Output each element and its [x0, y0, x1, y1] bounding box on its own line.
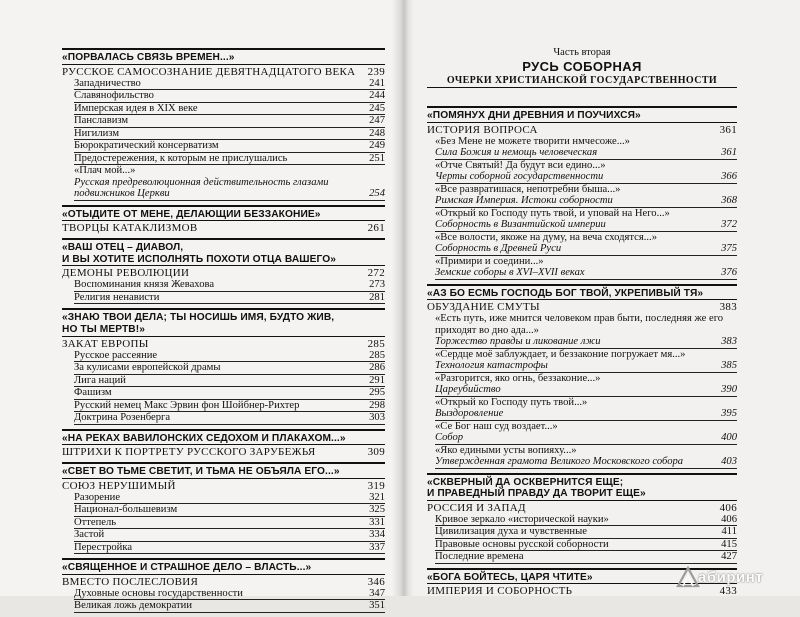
right-sections	[427, 106, 737, 597]
section-epigraph-line: «ПОРВАЛАСЬ СВЯЗЬ ВРЕМЕН...»	[62, 52, 235, 63]
toc-entry-title: Славянофильство	[74, 90, 154, 102]
toc-entry[interactable]	[74, 400, 385, 413]
toc-entry[interactable]	[435, 313, 737, 336]
toc-entry-title: Собор	[435, 432, 464, 444]
section-epigraph-line: «ЗНАЮ ТВОИ ДЕЛА; ТЫ НОСИШЬ ИМЯ, БУДТО ЖИВ,	[62, 312, 335, 324]
toc-entry-title: Технология катастрофы	[435, 360, 548, 372]
toc-entry-title: Фашизм	[74, 387, 112, 399]
chapter-title: ШТРИХИ К ПОРТРЕТУ РУССКОГО ЗАРУБЕЖЬЯ	[62, 446, 316, 459]
page-number: 337	[369, 541, 385, 553]
toc-entry[interactable]	[435, 514, 737, 527]
page-number: 319	[367, 479, 385, 492]
page-number: 351	[369, 600, 385, 612]
page-number: 372	[721, 219, 737, 231]
toc-entry-title: Западничество	[74, 77, 141, 89]
section-epigraph	[62, 462, 385, 479]
page-number: 406	[719, 501, 737, 514]
toc-entry-title: «Плач мой...»	[74, 165, 136, 177]
toc-entry[interactable]	[74, 350, 385, 363]
chapter-title-entry[interactable]	[62, 338, 385, 350]
page-number: 368	[721, 195, 737, 207]
chapter-title-entry[interactable]	[62, 576, 385, 588]
chapter-title-entry[interactable]	[62, 66, 385, 78]
toc-entry[interactable]	[435, 384, 737, 397]
section-epigraph	[62, 558, 385, 575]
toc-entry[interactable]	[435, 147, 737, 160]
toc-entry[interactable]	[435, 539, 737, 552]
toc-entry[interactable]	[74, 103, 385, 116]
page-number: 415	[721, 538, 737, 550]
section-epigraph-line: И ПРАВЕДНЫЙ ПРАВДУ ДА ТВОРИТ ЕЩЕ»	[427, 488, 646, 500]
page-number: 249	[369, 140, 385, 152]
page-number: 291	[369, 374, 385, 386]
page-number: 325	[369, 504, 385, 516]
page-number: 239	[367, 65, 385, 78]
toc-entry[interactable]	[435, 195, 737, 208]
page-number: 433	[719, 585, 737, 598]
toc-entry-title: Русский немец Макс Эрвин фон Шойбнер-Рихтер	[74, 399, 300, 411]
page-number: 245	[369, 102, 385, 114]
toc-entry-title: Нигилизм	[74, 127, 120, 139]
toc-entry[interactable]	[435, 408, 737, 421]
toc-section	[427, 284, 737, 469]
toc-entry-title: Черты соборной государственности	[435, 171, 604, 183]
toc-entry-title: «Все развратишася, непотребни быша...»	[435, 183, 621, 195]
toc-entry-title: За кулисами европейской драмы	[74, 362, 221, 374]
toc-entry[interactable]	[435, 360, 737, 373]
toc-entry[interactable]	[74, 279, 385, 292]
toc-entry[interactable]	[74, 292, 385, 305]
toc-entry-title: Кривое зеркало «исторической науки»	[435, 513, 609, 525]
toc-entry[interactable]	[74, 90, 385, 103]
toc-entry-title: «Без Мене не можете творити нмчесоже...»	[435, 135, 630, 147]
toc-entry-title: Соборность в Византийской империи	[435, 219, 606, 231]
section-epigraph-line: «СКВЕРНЫЙ ДА ОСКВЕРНИТСЯ ЕЩЕ;	[427, 476, 624, 488]
chapter-title-entry[interactable]	[62, 446, 385, 458]
toc-entry-title: Оттепель	[74, 516, 117, 528]
toc-entry-title: Предостережения, к которым не прислушались	[74, 152, 288, 164]
toc-entry-title: Национал-большевизм	[74, 504, 178, 516]
toc-entry-title: Панславизм	[74, 115, 129, 127]
section-epigraph	[62, 429, 385, 446]
chapter-title-entry[interactable]	[427, 301, 737, 313]
page-number: 375	[721, 243, 737, 255]
page-number: 366	[721, 171, 737, 183]
section-epigraph-line: «СВЯЩЕННОЕ И СТРАШНОЕ ДЕЛО – ВЛАСТЬ...»	[62, 562, 312, 574]
section-epigraph-line: И ВЫ ХОТИТЕ ИСПОЛНЯТЬ ПОХОТИ ОТЦА ВАШЕГО»	[62, 253, 337, 265]
labirint-logo-icon	[676, 566, 700, 588]
section-epigraph-line: «БОГА БОЙТЕСЬ, ЦАРЯ ЧТИТЕ»	[427, 571, 593, 583]
page-number: 376	[721, 267, 737, 279]
page-number: 331	[369, 516, 385, 528]
page-number: 321	[369, 491, 385, 503]
page-number: 361	[719, 123, 737, 136]
chapter-title: ИМПЕРИЯ И СОБОРНОСТЬ	[427, 585, 573, 598]
chapter-title-entry[interactable]	[427, 124, 737, 136]
toc-entry-title: Перестройка	[74, 541, 133, 553]
section-epigraph-line: «АЗ БО ЕСМЬ ГОСПОДЬ БОГ ТВОЙ, УКРЕПИВЫЙ ТЯ»	[427, 287, 704, 299]
toc-entry[interactable]	[435, 171, 737, 184]
section-epigraph	[427, 284, 737, 301]
toc-section	[62, 308, 385, 424]
page-number: 244	[369, 90, 385, 102]
toc-entry[interactable]	[74, 529, 385, 542]
toc-entry-title: «Открый ко Господу путь твой, и уповай на Него...»	[435, 207, 670, 219]
page-number: 241	[369, 77, 385, 89]
page-number: 247	[369, 115, 385, 127]
chapter-title: РОССИЯ И ЗАПАД	[427, 501, 526, 514]
toc-entry[interactable]	[74, 588, 385, 601]
toc-entry[interactable]	[74, 600, 385, 613]
toc-entry-title: Правовые основы русской соборности	[435, 538, 609, 550]
chapter-title-entry[interactable]	[62, 267, 385, 279]
toc-entry[interactable]	[435, 432, 737, 445]
toc-entry-title: «Сердце моё заблуждает, и беззаконие погружает мя...»	[435, 348, 686, 360]
page-number: 383	[721, 336, 737, 348]
toc-section	[62, 205, 385, 235]
toc-entry-title: Русское рассеяние	[74, 349, 158, 361]
toc-entry[interactable]	[74, 165, 385, 177]
toc-section	[427, 473, 737, 564]
toc-entry-title: Римская Империя. Истоки соборности	[435, 195, 613, 207]
part-title: РУСЬ СОБОРНАЯ	[522, 59, 642, 74]
chapter-title: РУССКОЕ САМОСОЗНАНИЕ ДЕВЯТНАДЦАТОГО ВЕКА	[62, 65, 356, 78]
toc-entry-title: Выздоровление	[435, 408, 504, 420]
page-number: 254	[369, 188, 385, 200]
toc-section	[62, 48, 385, 201]
left-table-of-contents	[62, 48, 385, 617]
toc-section	[62, 462, 385, 554]
toc-entry-title: Воспоминания князя Жевахова	[74, 279, 215, 291]
toc-entry[interactable]	[435, 208, 737, 220]
toc-entry-title: «Яко едиными усты вопияху...»	[435, 444, 577, 456]
toc-entry[interactable]	[74, 115, 385, 128]
toc-entry[interactable]	[435, 397, 737, 409]
toc-entry-title: Разорение	[74, 491, 121, 503]
part-subtitle: ОЧЕРКИ ХРИСТИАНСКОЙ ГОСУДАРСТВЕННОСТИ	[427, 74, 737, 88]
toc-entry[interactable]	[435, 136, 737, 148]
toc-entry[interactable]	[435, 256, 737, 268]
chapter-title: СОЮЗ НЕРУШИМЫЙ	[62, 479, 176, 492]
chapter-title: ОБУЗДАНИЕ СМУТЫ	[427, 301, 540, 314]
page-number: 285	[367, 337, 385, 350]
toc-entry-title: Цареубийство	[435, 384, 501, 396]
page-number: 411	[721, 526, 737, 538]
toc-entry[interactable]	[435, 219, 737, 232]
section-epigraph	[62, 48, 385, 65]
page-number: 285	[369, 349, 385, 361]
toc-entry[interactable]	[435, 184, 737, 196]
chapter-title: ЗАКАТ ЕВРОПЫ	[62, 337, 149, 350]
page-number: 361	[721, 147, 737, 159]
chapter-title-entry[interactable]	[62, 222, 385, 234]
book-gutter-shadow	[392, 0, 414, 596]
page-number: 298	[369, 399, 385, 411]
page-number: 248	[369, 127, 385, 139]
page-number: 272	[367, 267, 385, 280]
page-number: 427	[721, 551, 737, 563]
chapter-title: ВМЕСТО ПОСЛЕСЛОВИЯ	[62, 575, 199, 588]
toc-entry-title: Утвержденная грамота Великого Московского собора	[435, 456, 684, 468]
page-number: 385	[721, 360, 737, 372]
toc-entry-title: Земские соборы в XVI–XVII веках	[435, 267, 585, 279]
toc-entry-title: Лига наций	[74, 374, 126, 386]
toc-entry-title: Сила Божия и немощь человеческая	[435, 147, 598, 159]
page-number: 403	[721, 456, 737, 468]
toc-entry[interactable]	[74, 504, 385, 517]
section-epigraph-line: НО ТЫ МЕРТВ!»	[62, 323, 146, 335]
section-epigraph	[62, 308, 385, 336]
toc-entry[interactable]	[74, 128, 385, 141]
section-epigraph	[62, 205, 385, 222]
toc-entry-title: Торжество правды и ликование лжи	[435, 336, 601, 348]
toc-entry[interactable]	[74, 517, 385, 530]
toc-entry[interactable]	[435, 551, 737, 564]
toc-entry-title: «Отче Святый! Да будут вси едино...»	[435, 159, 606, 171]
toc-entry-title: Духовные основы государственности	[74, 587, 243, 599]
toc-entry[interactable]	[435, 267, 737, 280]
toc-entry-title: Религия ненависти	[74, 291, 160, 303]
section-epigraph-line: «ВАШ ОТЕЦ – ДИАВОЛ,	[62, 242, 184, 254]
toc-entry[interactable]	[435, 349, 737, 361]
section-epigraph	[427, 473, 737, 501]
toc-entry[interactable]	[74, 542, 385, 555]
toc-entry-title: «Все волости, якоже на думу, на веча сходятся...»	[435, 231, 657, 243]
watermark-text: абиринт	[698, 569, 764, 586]
page-number: 395	[721, 408, 737, 420]
chapter-title-entry[interactable]	[62, 480, 385, 492]
toc-entry-title: Доктрина Розенберга	[74, 412, 171, 424]
chapter-title-entry[interactable]	[427, 502, 737, 514]
toc-entry-title: Бюрократический консерватизм	[74, 140, 219, 152]
page-number: 295	[369, 387, 385, 399]
toc-entry[interactable]	[435, 421, 737, 433]
toc-entry[interactable]	[435, 373, 737, 385]
toc-entry[interactable]	[435, 456, 737, 469]
page-number: 347	[369, 587, 385, 599]
section-epigraph-line: «ОТЫДИТЕ ОТ МЕНЕ, ДЕЛАЮЩИИ БЕЗЗАКОНИЕ»	[62, 208, 321, 220]
toc-entry[interactable]	[74, 412, 385, 425]
toc-entry[interactable]	[74, 375, 385, 388]
page-number: 383	[719, 301, 737, 314]
toc-entry-title: Русская предреволюционная действительность глазами подвижников Церкви	[74, 176, 329, 200]
toc-entry[interactable]	[74, 492, 385, 505]
section-epigraph-line: «НА РЕКАХ ВАВИЛОНСКИХ СЕДОХОМ И ПЛАКАХОМ...»	[62, 432, 346, 444]
section-epigraph	[62, 238, 385, 266]
page-number: 251	[369, 152, 385, 164]
page-number: 273	[369, 279, 385, 291]
toc-entry[interactable]	[435, 336, 737, 349]
toc-entry[interactable]	[74, 140, 385, 153]
toc-entry[interactable]	[435, 526, 737, 539]
toc-entry[interactable]	[74, 387, 385, 400]
page-number: 281	[369, 291, 385, 303]
toc-entry-title: Имперская идея в XIX веке	[74, 102, 198, 114]
page-number: 309	[367, 446, 385, 459]
toc-section	[427, 106, 737, 280]
toc-entry-title: «Примири и соедини...»	[435, 255, 544, 267]
part-label: Часть вторая	[553, 47, 611, 58]
toc-entry-title: Застой	[74, 529, 105, 541]
toc-entry[interactable]	[74, 78, 385, 91]
toc-entry-title: Последние времена	[435, 551, 524, 563]
page-number: 406	[721, 513, 737, 525]
toc-entry[interactable]	[74, 177, 385, 201]
toc-entry[interactable]	[74, 153, 385, 166]
toc-entry-title: Соборность в Древней Руси	[435, 243, 562, 255]
toc-entry-title: Великая ложь демократии	[74, 600, 192, 612]
toc-entry[interactable]	[74, 362, 385, 375]
toc-entry[interactable]	[435, 160, 737, 172]
chapter-title: ТВОРЦЫ КАТАКЛИЗМОВ	[62, 222, 198, 235]
right-table-of-contents	[427, 62, 737, 601]
toc-entry-title: «Се Бог наш суд воздает...»	[435, 420, 558, 432]
labirint-watermark	[676, 566, 786, 588]
toc-entry-title: «Есть путь, иже мнится человеком прав быти, последняя же его приходят во дно ада...»	[435, 313, 724, 336]
section-epigraph-line: «ПОМЯНУХ ДНИ ДРЕВНИЯ И ПОУЧИХСЯ»	[427, 110, 641, 121]
page-number: 346	[367, 575, 385, 588]
toc-entry-title: «Открый ко Господу путь твой...»	[435, 396, 588, 408]
page-number: 261	[367, 222, 385, 235]
page-number: 390	[721, 384, 737, 396]
chapter-title: ИСТОРИЯ ВОПРОСА	[427, 123, 538, 136]
page-number: 303	[369, 412, 385, 424]
page-number: 334	[369, 529, 385, 541]
chapter-title: ДЕМОНЫ РЕВОЛЮЦИИ	[62, 267, 190, 280]
toc-entry[interactable]	[435, 232, 737, 244]
section-epigraph	[427, 106, 737, 123]
toc-entry-title: Цивилизация духа и чувственные	[435, 526, 587, 538]
page-number: 400	[721, 432, 737, 444]
toc-entry[interactable]	[435, 445, 737, 457]
toc-section	[62, 238, 385, 304]
section-epigraph-line: «СВЕТ ВО ТЬМЕ СВЕТИТ, И ТЬМА НЕ ОБЪЯЛА ЕГО...»	[62, 466, 340, 478]
toc-section	[62, 429, 385, 459]
toc-section	[62, 558, 385, 613]
toc-entry[interactable]	[435, 243, 737, 256]
toc-entry-title: «Разгорится, яко огнь, беззаконие...»	[435, 372, 601, 384]
page-number: 286	[369, 362, 385, 374]
